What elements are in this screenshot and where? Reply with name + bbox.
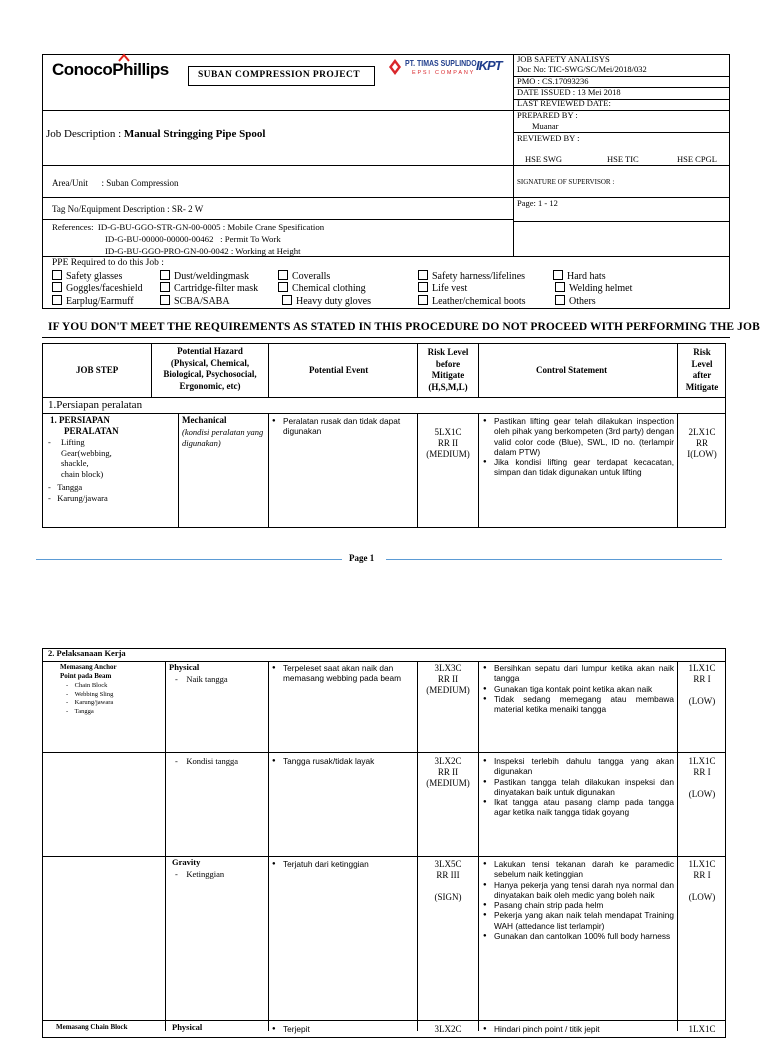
reference-1: References: ID-G-BU-GGO-STR-GN-00-0005 : Mobile Crane Spesification — [52, 222, 325, 232]
ppe-coveralls[interactable]: Coveralls — [278, 270, 330, 282]
rowb-risk-after: 1LX1C RR I (LOW) — [688, 756, 716, 799]
rowd-step-title: Memasang Chain Block — [56, 1023, 128, 1031]
ppe-safety-harness[interactable]: Safety harness/lifelines — [418, 270, 525, 282]
ppe-earplug[interactable]: Earplug/Earmuff — [52, 295, 134, 307]
ppe-others[interactable]: Others — [555, 295, 596, 307]
rowc-hazard-title: Gravity — [172, 857, 201, 867]
reviewer-3: HSE CPGL — [677, 154, 717, 164]
ppe-safety-glasses[interactable]: Safety glasses — [52, 270, 122, 282]
reviewer-2: HSE TIC — [607, 154, 639, 164]
rowa-risk-after: 1LX1C RR I (LOW) — [688, 663, 716, 706]
prepared-by-name: Muanar — [532, 121, 559, 131]
rowc-event: ● Terjatuh dari ketinggian — [270, 859, 413, 869]
row1-step-item-2: - Tangga — [48, 482, 83, 492]
pmo-no: PMO : CS.17093236 — [517, 76, 589, 86]
contractor-sub: EPSI COMPANY — [412, 70, 476, 76]
rowa-risk-before: 3LX3C RR II (MEDIUM) — [426, 663, 470, 695]
ppe-leather-boots[interactable]: Leather/chemical boots — [418, 295, 526, 307]
ppe-heavy-gloves[interactable]: Heavy duty gloves — [282, 295, 371, 307]
rowc-controls: ● Lakukan tensi tekanan darah ke paramedic sebelum naik ketinggian ● Hanya pekerja yang tensi darah nya normal dan dinyatakan baik oleh medic yang boleh naik ● Pasang chain strip pada helm ● Pekerja yang akan naik telah mendapat Training WAH (attedance list terlampir) ● Gunakan dan cantolkan 100% full body harness — [481, 859, 674, 941]
rowd-risk-after: 1LX1C — [688, 1024, 716, 1034]
row1-event: ● Peralatan rusak dan tidak dapat digunakan — [270, 416, 412, 437]
prepared-by-label: PREPARED BY : — [517, 110, 578, 120]
warning-banner: IF YOU DON'T MEET THE REQUIREMENTS AS STATED IN THIS PROCEDURE DO NOT PROCEED WITH PERFORMING THE JOB — [48, 321, 760, 333]
supervisor-signature: SIGNATURE OF SUPERVISOR : — [517, 178, 615, 186]
ppe-hard-hats[interactable]: Hard hats — [553, 270, 606, 282]
rowb-risk-before: 3LX2C RR II (MEDIUM) — [426, 756, 470, 788]
rowb-controls: ● Inspeksi terlebih dahulu tangga yang akan digunakan ● Pastikan tangga telah dilakukan inspeksi dan dinyatakan baik untuk digunakan ● Ikat tangga atau pasang clamp pada tangga agar ketika naik tangga tidak goyang — [481, 756, 674, 818]
company-logo: ConocoPhillips — [52, 60, 169, 79]
rowc-risk-before: 3LX5C RR III (SIGN) — [434, 859, 462, 902]
col-potential-hazard: Potential Hazard (Physical, Chemical, Biological, Psychosocial, Ergonomic, etc) — [163, 346, 257, 391]
last-reviewed: LAST REVIEWED DATE: — [517, 98, 611, 108]
ppe-cartridge-mask[interactable]: Cartridge-filter mask — [160, 282, 258, 294]
tag-no: Tag No/Equipment Description : SR- 2 W — [52, 204, 204, 214]
reference-2: ID-G-BU-00000-00000-00462 : Permit To Work — [105, 234, 281, 244]
footer-rule-left — [36, 559, 342, 560]
col-potential-event: Potential Event — [309, 365, 369, 375]
rowb-event: ● Tangga rusak/tidak layak — [270, 756, 413, 766]
footer-rule-right — [386, 559, 722, 560]
rowb-hazard-item: - Kondisi tangga — [175, 756, 239, 766]
ppe-goggles[interactable]: Goggles/faceshield — [52, 282, 143, 294]
row1-step-title: 1. PERSIAPAN PERALATAN — [50, 415, 119, 436]
row1-hazard-title: Mechanical — [182, 415, 227, 425]
section-2-title: 2. Pelaksanaan Kerja — [48, 648, 126, 658]
row1-hazard-sub: (kondisi peralatan yang digunakan) — [182, 427, 264, 448]
col-risk-before: Risk Level before Mitigate (H,S,M,L) — [427, 347, 469, 392]
footer-page-number: Page 1 — [349, 553, 375, 563]
col-risk-after: Risk Level after Mitigate — [685, 347, 719, 392]
ppe-chemical-clothing[interactable]: Chemical clothing — [278, 282, 366, 294]
doc-no: Doc No: TIC-SWG/SC/Mei/2018/032 — [517, 64, 647, 74]
rowc-risk-after: 1LX1C RR I (LOW) — [688, 859, 716, 902]
rowa-controls: ● Bersihkan sepatu dari lumpur ketika akan naik tangga ● Gunakan tiga kontak point ketika akan naik ● Tidak sedang memegang atau membawa material ketika menaiki tangga — [481, 663, 674, 714]
rowd-event: ● Terjepit — [270, 1024, 413, 1034]
rowa-step-items: - Chain Block - Webbing Sling - Karung/jawara - Tangga — [66, 682, 114, 715]
date-issued: DATE ISSUED : 13 Mei 2018 — [517, 87, 621, 97]
section-1-title: 1.Persiapan peralatan — [48, 399, 143, 411]
row1-step-item-1: - Lifting Gear(webbing, shackle, chain block) — [48, 437, 112, 479]
contractor-mark: IKPT — [476, 58, 502, 73]
ppe-label: PPE Required to do this Job : — [52, 258, 164, 268]
job-description: Job Description : Manual Stringging Pipe Spool — [46, 128, 266, 140]
rowd-risk-before: 3LX2C — [434, 1024, 462, 1034]
row1-risk-after: 2LX1C RR I(LOW) — [687, 427, 717, 459]
rowd-hazard-title: Physical — [172, 1022, 203, 1032]
rowa-hazard-item: - Naik tangga — [175, 674, 228, 684]
row1-step-item-3: - Karung/jawara — [48, 493, 108, 503]
reviewed-by-label: REVIEWED BY : — [517, 133, 580, 143]
rowd-controls: ● Hindari pinch point / titik jepit — [481, 1024, 674, 1034]
col-control-statement: Control Statement — [536, 365, 608, 375]
page-range: Page: 1 - 12 — [517, 198, 558, 208]
ppe-dust-mask[interactable]: Dust/weldingmask — [160, 270, 249, 282]
col-job-step: JOB STEP — [76, 365, 119, 375]
contractor-logo-icon — [388, 58, 402, 76]
ppe-life-vest[interactable]: Life vest — [418, 282, 467, 294]
rowa-step-title: Memasang Anchor Point pada Beam — [60, 663, 117, 680]
reviewer-1: HSE SWG — [525, 154, 563, 164]
jsa-title: JOB SAFETY ANALISYS — [517, 54, 610, 64]
ppe-scba[interactable]: SCBA/SABA — [160, 295, 230, 307]
rowa-event: ● Terpeleset saat akan naik dan memasang webbing pada beam — [270, 663, 413, 684]
row1-controls: ● Pastikan lifting gear telah dilakukan inspection oleh pihak yang berkompeten (3rd party) dengan valid color code (Blue), SWL, ID no. (terlampir dalam PTW) ● Jika kondisi lifting gear terdapat kecacatan, simpan dan tidak digunakan untuk lifting — [481, 416, 674, 478]
rowa-hazard-title: Physical — [169, 662, 200, 672]
project-title: SUBAN COMPRESSION PROJECT — [198, 70, 361, 80]
rowc-hazard-item: - Ketinggian — [175, 869, 225, 879]
area-unit: Area/Unit : Suban Compression — [52, 178, 179, 188]
row1-risk-before: 5LX1C RR II (MEDIUM) — [426, 427, 470, 459]
reference-3: ID-G-BU-GGO-PRO-GN-00-0042 : Working at Height — [105, 246, 301, 256]
contractor-name: PT. TIMAS SUPLINDO — [405, 58, 477, 68]
ppe-welding-helmet[interactable]: Welding helmet — [555, 282, 632, 294]
logo-mark-icon — [118, 53, 130, 63]
